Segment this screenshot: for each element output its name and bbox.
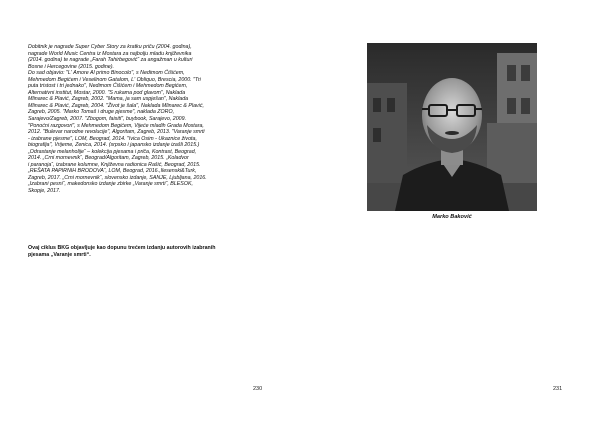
bio-line: biografija", Vrijeme, Zenica, 2014. (srpsko i japansko izdanje izašli 2015.) <box>28 142 200 149</box>
bio-line: Zagreb, 2005. "Marko Tomaš i druge pjesme", naklada ZORO, <box>28 109 175 116</box>
photo-caption: Marko Baković <box>432 214 472 220</box>
author-photo <box>367 43 537 211</box>
bio-line: - izabrane pjesme", LOM, Beograd, 2014. "Ivica Osim - Ukaznice života, <box>28 135 197 142</box>
page-number-right: 231 <box>553 386 563 392</box>
bio-line: Skopje, 2017. <box>28 188 61 195</box>
note-line: pjesama „Varanje smrti“. <box>28 251 91 258</box>
bio-line: Bosne i Hercegovine (2015. godine). <box>28 63 114 70</box>
bio-line: „Odrastanje melanholije“ – kolekcija pjesama i priča, Kontrast, Beograd, <box>28 148 197 155</box>
right-page <box>300 0 600 423</box>
bio-line: Dobitnik je nagrade Super Cyber Story za kratku priču (2004. godina), <box>28 44 192 50</box>
bio-line: Do sad objavio: "L' Amore Al primo Binocolo", s Nedimom Ćišićem, <box>28 70 185 77</box>
bio-line: „Izabrani pesni“, makedonsko izdanje zbirke „Varanje smrti“, BLESOK, <box>28 181 193 188</box>
bio-line: puta tristost i tri jednako", Nedimom Ćišićem i Mehmedom Begićem, <box>28 83 188 90</box>
bio-line: Sarajevo/Zagreb, 2007. "Zbogom, faisiti", buybook, Sarajevo, 2009. <box>28 116 187 123</box>
note-line: Ovaj ciklus BKG objavljuje kao dopunu trećem izdanju autorovih izabranih <box>28 245 216 251</box>
bio-line: nagrade World Music Centra iz Mostara za najbolju mladu književnika <box>28 50 192 57</box>
page-number-left: 230 <box>253 386 263 392</box>
bio-line: Mlinarec & Plavić, Zagreb, 2004. "Život je šala", Naklada Mlinarec & Plavić, <box>28 102 204 109</box>
bio-line: Alternativni institut, Mostar, 2000. "S rukama pod glavom", Naklada <box>28 89 186 96</box>
bio-line: (2014. godina) te nagrade „Farah Tahirbegović“ za angažman u kulturi <box>28 57 193 64</box>
bio-line: 2012. "Bulevar narodne revolucije", Algoritam, Zagreb, 2013. "Varanje smrti <box>28 129 205 136</box>
bio-line: 2014. „Crni mornevnik“, Beograd/Algoritam, Zagreb, 2015. „Koladvor <box>28 155 189 162</box>
bio-line: „REŠATA PAPIRNIH BRODOVA“, LOM, Beograd, 2016.,Ilesenski&Turk, <box>28 168 197 175</box>
author-bio <box>28 44 260 195</box>
bio-line: "Ponoćni razgovori", s Mehmedom Begićem, Vijeće mladih Grada Mostara, <box>28 122 204 129</box>
bio-line: Mlinarec & Plavić, Zagreb, 2002. "Mama, ja sam uspješan", Naklada <box>28 96 189 103</box>
bio-line: i paranoja“, izabrane kolumne, Književna radionica Rašić, Beograd, 2015. <box>28 161 201 168</box>
publication-note <box>28 245 260 259</box>
bio-line: Zagreb, 2017. „Crni mornevnik“, slovensko izdanje, SANJE, Ljubljana, 2016. <box>28 174 207 181</box>
bio-line: Mehmedom Begićem i Veselinom Gatalom, L' Obliquo, Brescia, 2000. "Tri <box>28 76 201 83</box>
